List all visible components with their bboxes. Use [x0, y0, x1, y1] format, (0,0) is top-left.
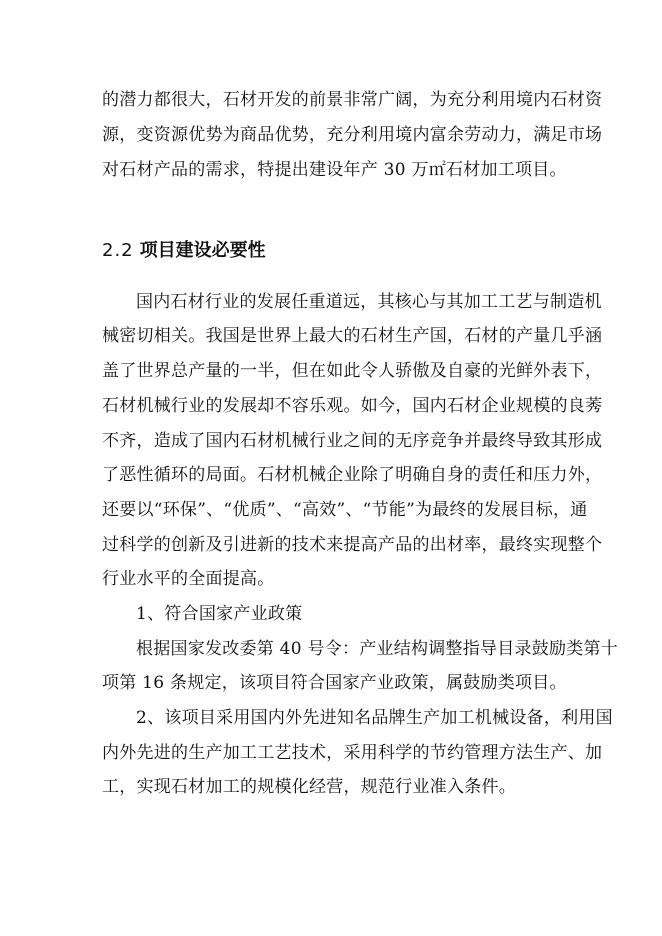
section-title: 项目建设必要性 — [139, 240, 266, 261]
body-line-3: 盖了世界总产量的一半，但在如此令人骄傲及自豪的光鲜外表下， — [102, 361, 603, 381]
item1-heading: 1、符合国家产业政策 — [136, 604, 303, 624]
intro-line-2: 源，变资源优势为商品优势，充分利用境内富余劳动力，满足市场 — [102, 125, 603, 145]
section-number: 2.2 — [102, 240, 134, 261]
body-line-7: 还要以“环保”、“优质”、“高效”、“节能”为最终的发展目标，通 — [102, 500, 588, 520]
body-line-9: 行业水平的全面提高。 — [102, 569, 275, 589]
item1-line-2: 项第 16 条规定，该项目符合国家产业政策，属鼓励类项目。 — [102, 673, 567, 693]
item1-line-1: 根据国家发改委第 40 号令：产业结构调整指导目录鼓励类第十 — [136, 639, 618, 659]
intro-line-3: 对石材产品的需求，特提出建设年产 30 万㎡石材加工项目。 — [102, 160, 567, 180]
body-line-4: 石材机械行业的发展却不容乐观。如今，国内石材企业规模的良莠 — [102, 396, 603, 416]
item2-line-2: 内外先进的生产加工工艺技术，采用科学的节约管理方法生产、加 — [102, 743, 603, 763]
body-line-8: 过科学的创新及引进新的技术来提高产品的出材率，最终实现整个 — [102, 535, 603, 555]
item2-line-1: 2、该项目采用国内外先进知名品牌生产加工机械设备，利用国 — [136, 708, 613, 728]
body-line-2: 械密切相关。我国是世界上最大的石材生产国，石材的产量几乎涵 — [102, 326, 603, 346]
item2-line-3: 工，实现石材加工的规模化经营，规范行业准入条件。 — [102, 777, 516, 797]
body-line-6: 了恶性循环的局面。石材机械企业除了明确自身的责任和压力外， — [102, 465, 603, 485]
intro-line-1: 的潜力都很大，石材开发的前景非常广阔，为充分利用境内石材资 — [102, 90, 603, 110]
body-line-5: 不齐，造成了国内石材机械行业之间的无序竞争并最终导致其形成 — [102, 431, 603, 451]
section-heading — [102, 239, 266, 263]
body-line-1: 国内石材行业的发展任重道远，其核心与其加工工艺与制造机 — [136, 292, 602, 312]
